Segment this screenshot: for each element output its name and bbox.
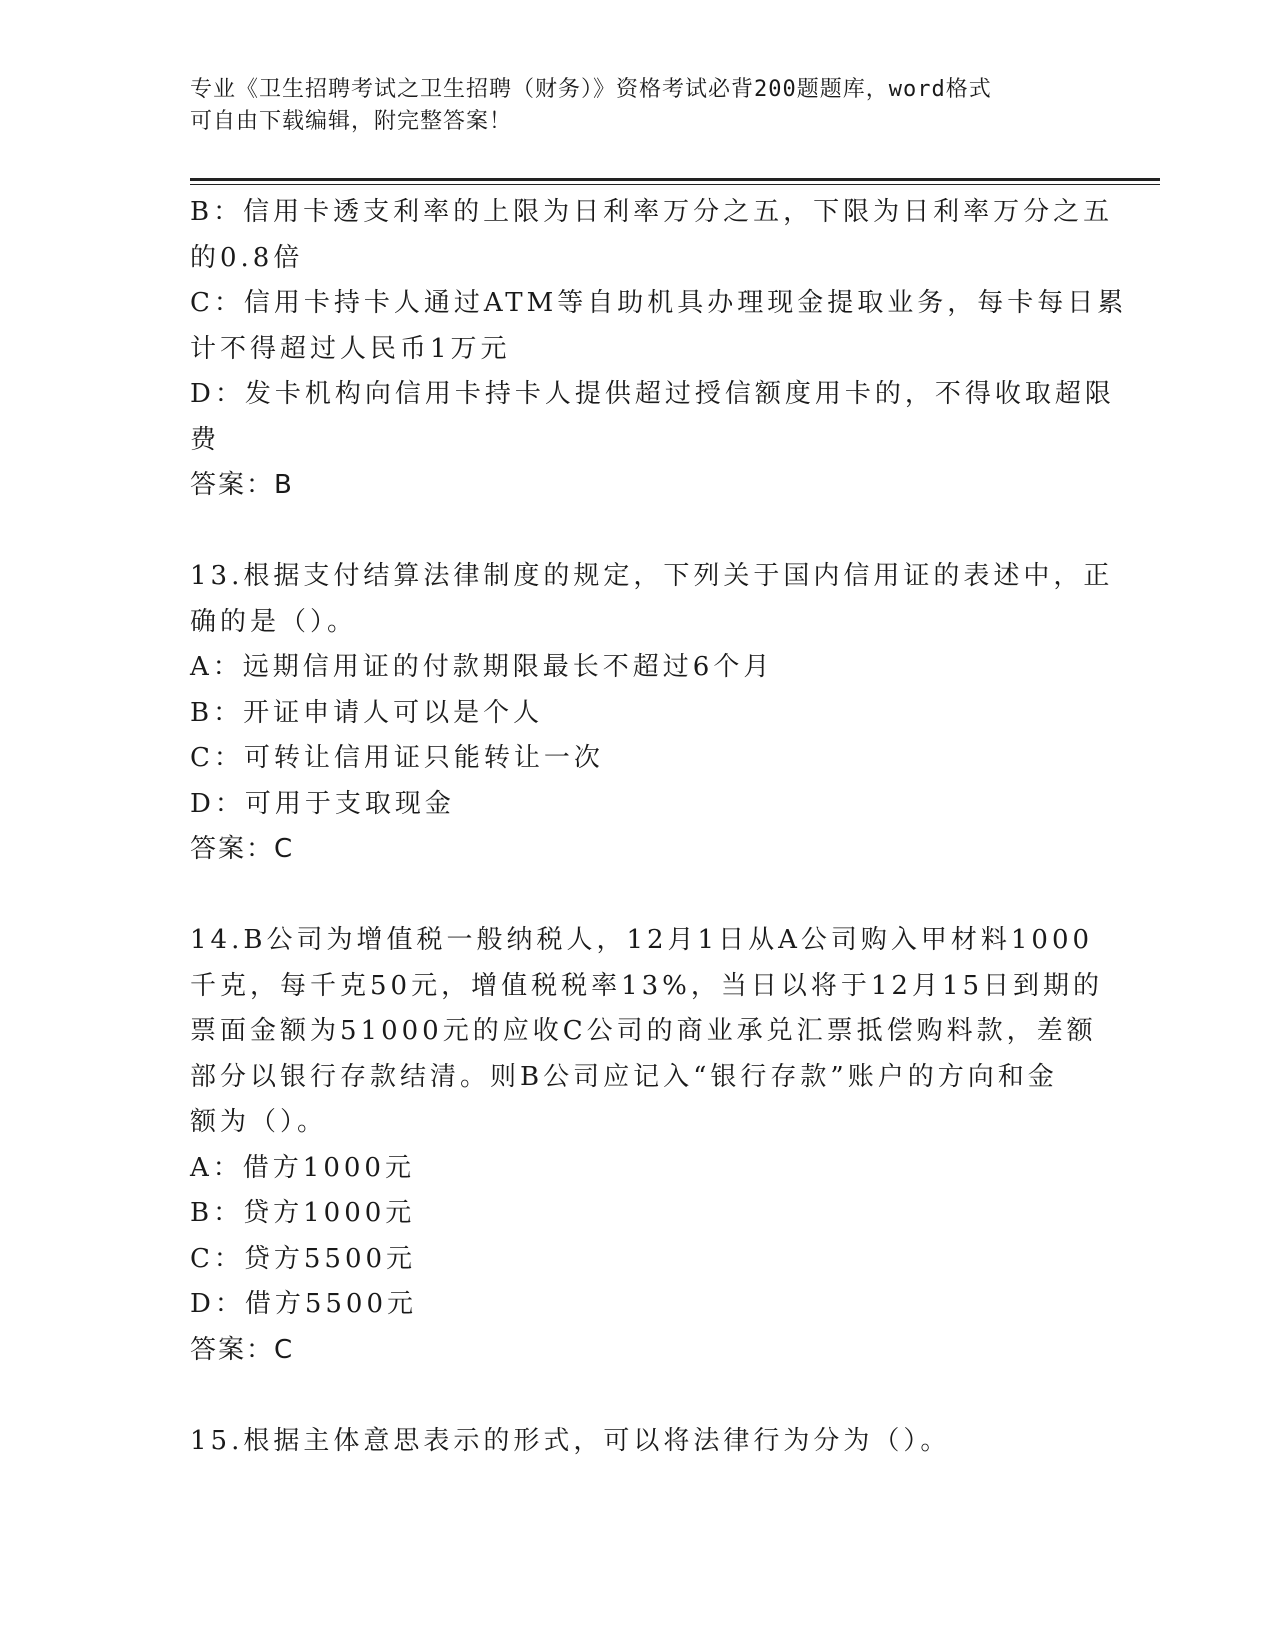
- q12-option-c-line-1: C：信用卡持卡人通过ATM等自助机具办理现金提取业务，每卡每日累: [190, 288, 1128, 318]
- spacer: [190, 873, 1090, 919]
- q13-answer: 答案：C: [190, 834, 295, 864]
- q13-stem-line-2: 确的是（）。: [190, 606, 358, 637]
- question-15: [190, 1419, 1090, 1465]
- q12-option-b-line-1: B：信用卡透支利率的上限为日利率万分之五，下限为日利率万分之五: [190, 197, 1114, 227]
- q13-option-d: D：可用于支取现金: [190, 788, 455, 819]
- q15-stem-line-1: 15.根据主体意思表示的形式，可以将法律行为分为（）。: [190, 1425, 951, 1456]
- q12-answer: 答案：B: [190, 470, 294, 500]
- question-14: [190, 918, 1104, 1373]
- q14-stem-line-5: 额为（）。: [190, 1107, 328, 1137]
- spacer: [190, 509, 1090, 555]
- header-rule-thin: [190, 184, 1160, 185]
- spacer: [190, 1373, 1090, 1419]
- question-body: [190, 190, 1128, 1464]
- q12-option-c-line-2: 计不得超过人民币1万元: [190, 333, 511, 364]
- q14-option-a: A：借方1000元: [190, 1152, 415, 1183]
- q13-option-b: B：开证申请人可以是个人: [190, 697, 544, 728]
- q13-stem-line-1: 13.根据支付结算法律制度的规定，下列关于国内信用证的表述中，正: [190, 561, 1114, 591]
- q13-option-a: A：远期信用证的付款期限最长不超过6个月: [190, 652, 774, 682]
- q12-option-d-line-2: 费: [190, 424, 221, 455]
- q14-stem-line-4: 部分以银行存款结清。则B公司应记入“银行存款”账户的方向和金: [190, 1061, 1058, 1092]
- q14-option-c: C：贷方5500元: [190, 1243, 417, 1274]
- header-line-1: 专业《卫生招聘考试之卫生招聘（财务）》资格考试必背200题题库，word格式: [190, 77, 992, 102]
- q14-option-b: B：贷方1000元: [190, 1198, 416, 1228]
- q14-stem-line-3: 票面金额为51000元的应收C公司的商业承兑汇票抵偿购料款，差额: [190, 1016, 1097, 1046]
- q14-stem-line-1: 14.B公司为增值税一般纳税人，12月1日从A公司购入甲材料1000: [190, 925, 1094, 955]
- question-13: [190, 554, 1114, 873]
- q14-option-d: D：借方5500元: [190, 1289, 418, 1319]
- q14-answer: 答案：C: [190, 1334, 295, 1365]
- document-header: [190, 74, 1080, 138]
- q13-option-c: C：可转让信用证只能转让一次: [190, 743, 604, 773]
- header-rule-thick: [190, 178, 1160, 181]
- q14-stem-line-2: 千克，每千克50元，增值税税率13%，当日以将于12月15日到期的: [190, 970, 1104, 1001]
- q12-option-b-line-2: 的0.8倍: [190, 242, 304, 273]
- question-12: [190, 190, 1128, 509]
- header-line-2: 可自由下载编辑，附完整答案！: [190, 109, 513, 134]
- q12-option-d-line-1: D：发卡机构向信用卡持卡人提供超过授信额度用卡的，不得收取超限: [190, 379, 1115, 409]
